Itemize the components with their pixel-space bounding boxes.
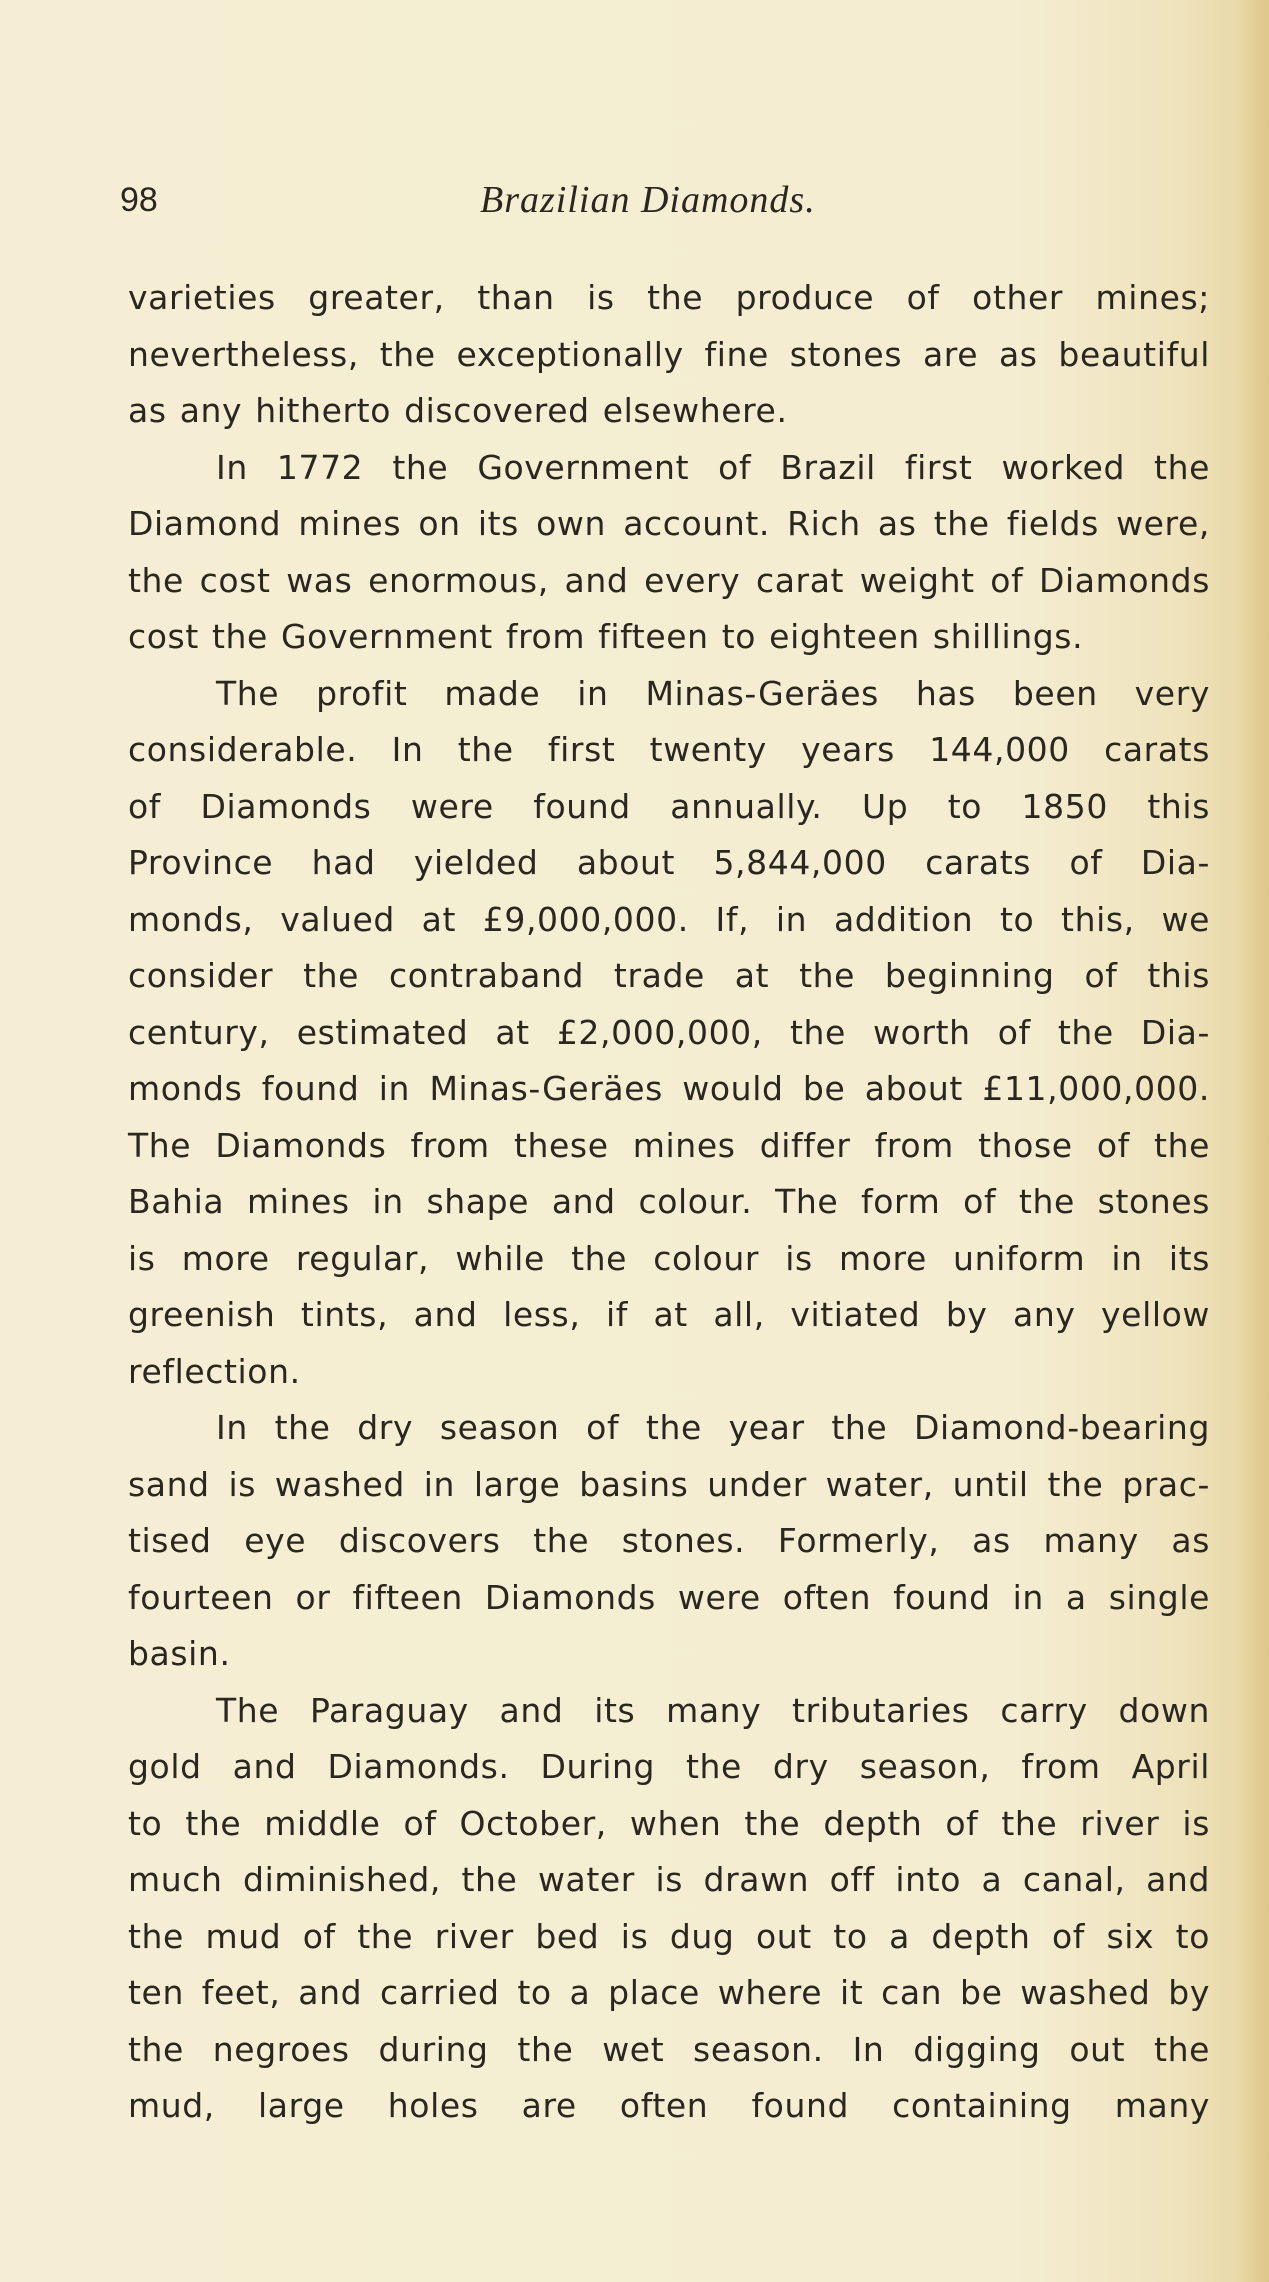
text-line: Province had yielded about 5,844,000 carats of Dia- [128, 843, 1210, 882]
text-line: century, estimated at £2,000,000, the worth of the Dia- [128, 1012, 1210, 1052]
running-title: Brazilian Diamonds. [480, 179, 816, 221]
text-line: greenish tints, and less, if at all, vitiated by any yellow [128, 1295, 1210, 1334]
running-head [120, 170, 1210, 230]
text-line: tised eye discovers the stones. Formerly, as many as [128, 1521, 1210, 1560]
text-line: fourteen or fifteen Diamonds were often found in a single [128, 1577, 1210, 1617]
text-line: of Diamonds were found annually. Up to 1850 this [128, 786, 1210, 826]
text-line: is more regular, while the colour is more uniform in its [128, 1238, 1210, 1278]
body-text [128, 270, 1210, 2135]
text-line: reflection. [128, 1351, 301, 1391]
text-line: The profit made in Minas-Geräes has been very [216, 673, 1210, 713]
text-line: sand is washed in large basins under water, until the prac- [128, 1464, 1210, 1504]
text-line: cost the Government from fifteen to eighteen shillings. [128, 617, 1084, 656]
text-line: The Diamonds from these mines differ from those of the [128, 1125, 1210, 1165]
text-line: monds found in Minas-Geräes would be about £11,000,000. [128, 1069, 1210, 1108]
text-line: much diminished, the water is drawn off into a canal, and [128, 1860, 1210, 1899]
page-number: 98 [120, 181, 158, 219]
text-line: The Paraguay and its many tributaries carry down [216, 1690, 1210, 1730]
page-edge-shading [1239, 0, 1269, 2282]
text-line: In 1772 the Government of Brazil first worked the [216, 447, 1210, 487]
text-line: ten feet, and carried to a place where it can be washed by [128, 1973, 1210, 2012]
text-line: monds, valued at £9,000,000. If, in addition to this, we [128, 899, 1210, 939]
text-line: In the dry season of the year the Diamond-bearing [216, 1408, 1210, 1447]
text-line: Bahia mines in shape and colour. The form of the stones [128, 1182, 1210, 1221]
text-line: as any hitherto discovered elsewhere. [128, 391, 788, 430]
text-line: the mud of the river bed is dug out to a depth of six to [128, 1916, 1210, 1956]
text-line: varieties greater, than is the produce of other mines; [128, 278, 1210, 317]
text-line: the negroes during the wet season. In digging out the [128, 2029, 1210, 2069]
text-line: to the middle of October, when the depth of the river is [128, 1803, 1210, 1843]
text-line: nevertheless, the exceptionally fine stones are as beautiful [128, 334, 1210, 374]
text-line: considerable. In the first twenty years 144,000 carats [128, 730, 1210, 769]
text-line: Diamond mines on its own account. Rich as the fields were, [128, 504, 1210, 543]
text-line: the cost was enormous, and every carat weight of Diamonds [128, 560, 1210, 600]
text-line: gold and Diamonds. During the dry season, from April [128, 1747, 1210, 1786]
text-line: consider the contraband trade at the beginning of this [128, 956, 1210, 995]
text-line: basin. [128, 1634, 231, 1673]
text-line: mud, large holes are often found containing many [128, 2086, 1210, 2125]
